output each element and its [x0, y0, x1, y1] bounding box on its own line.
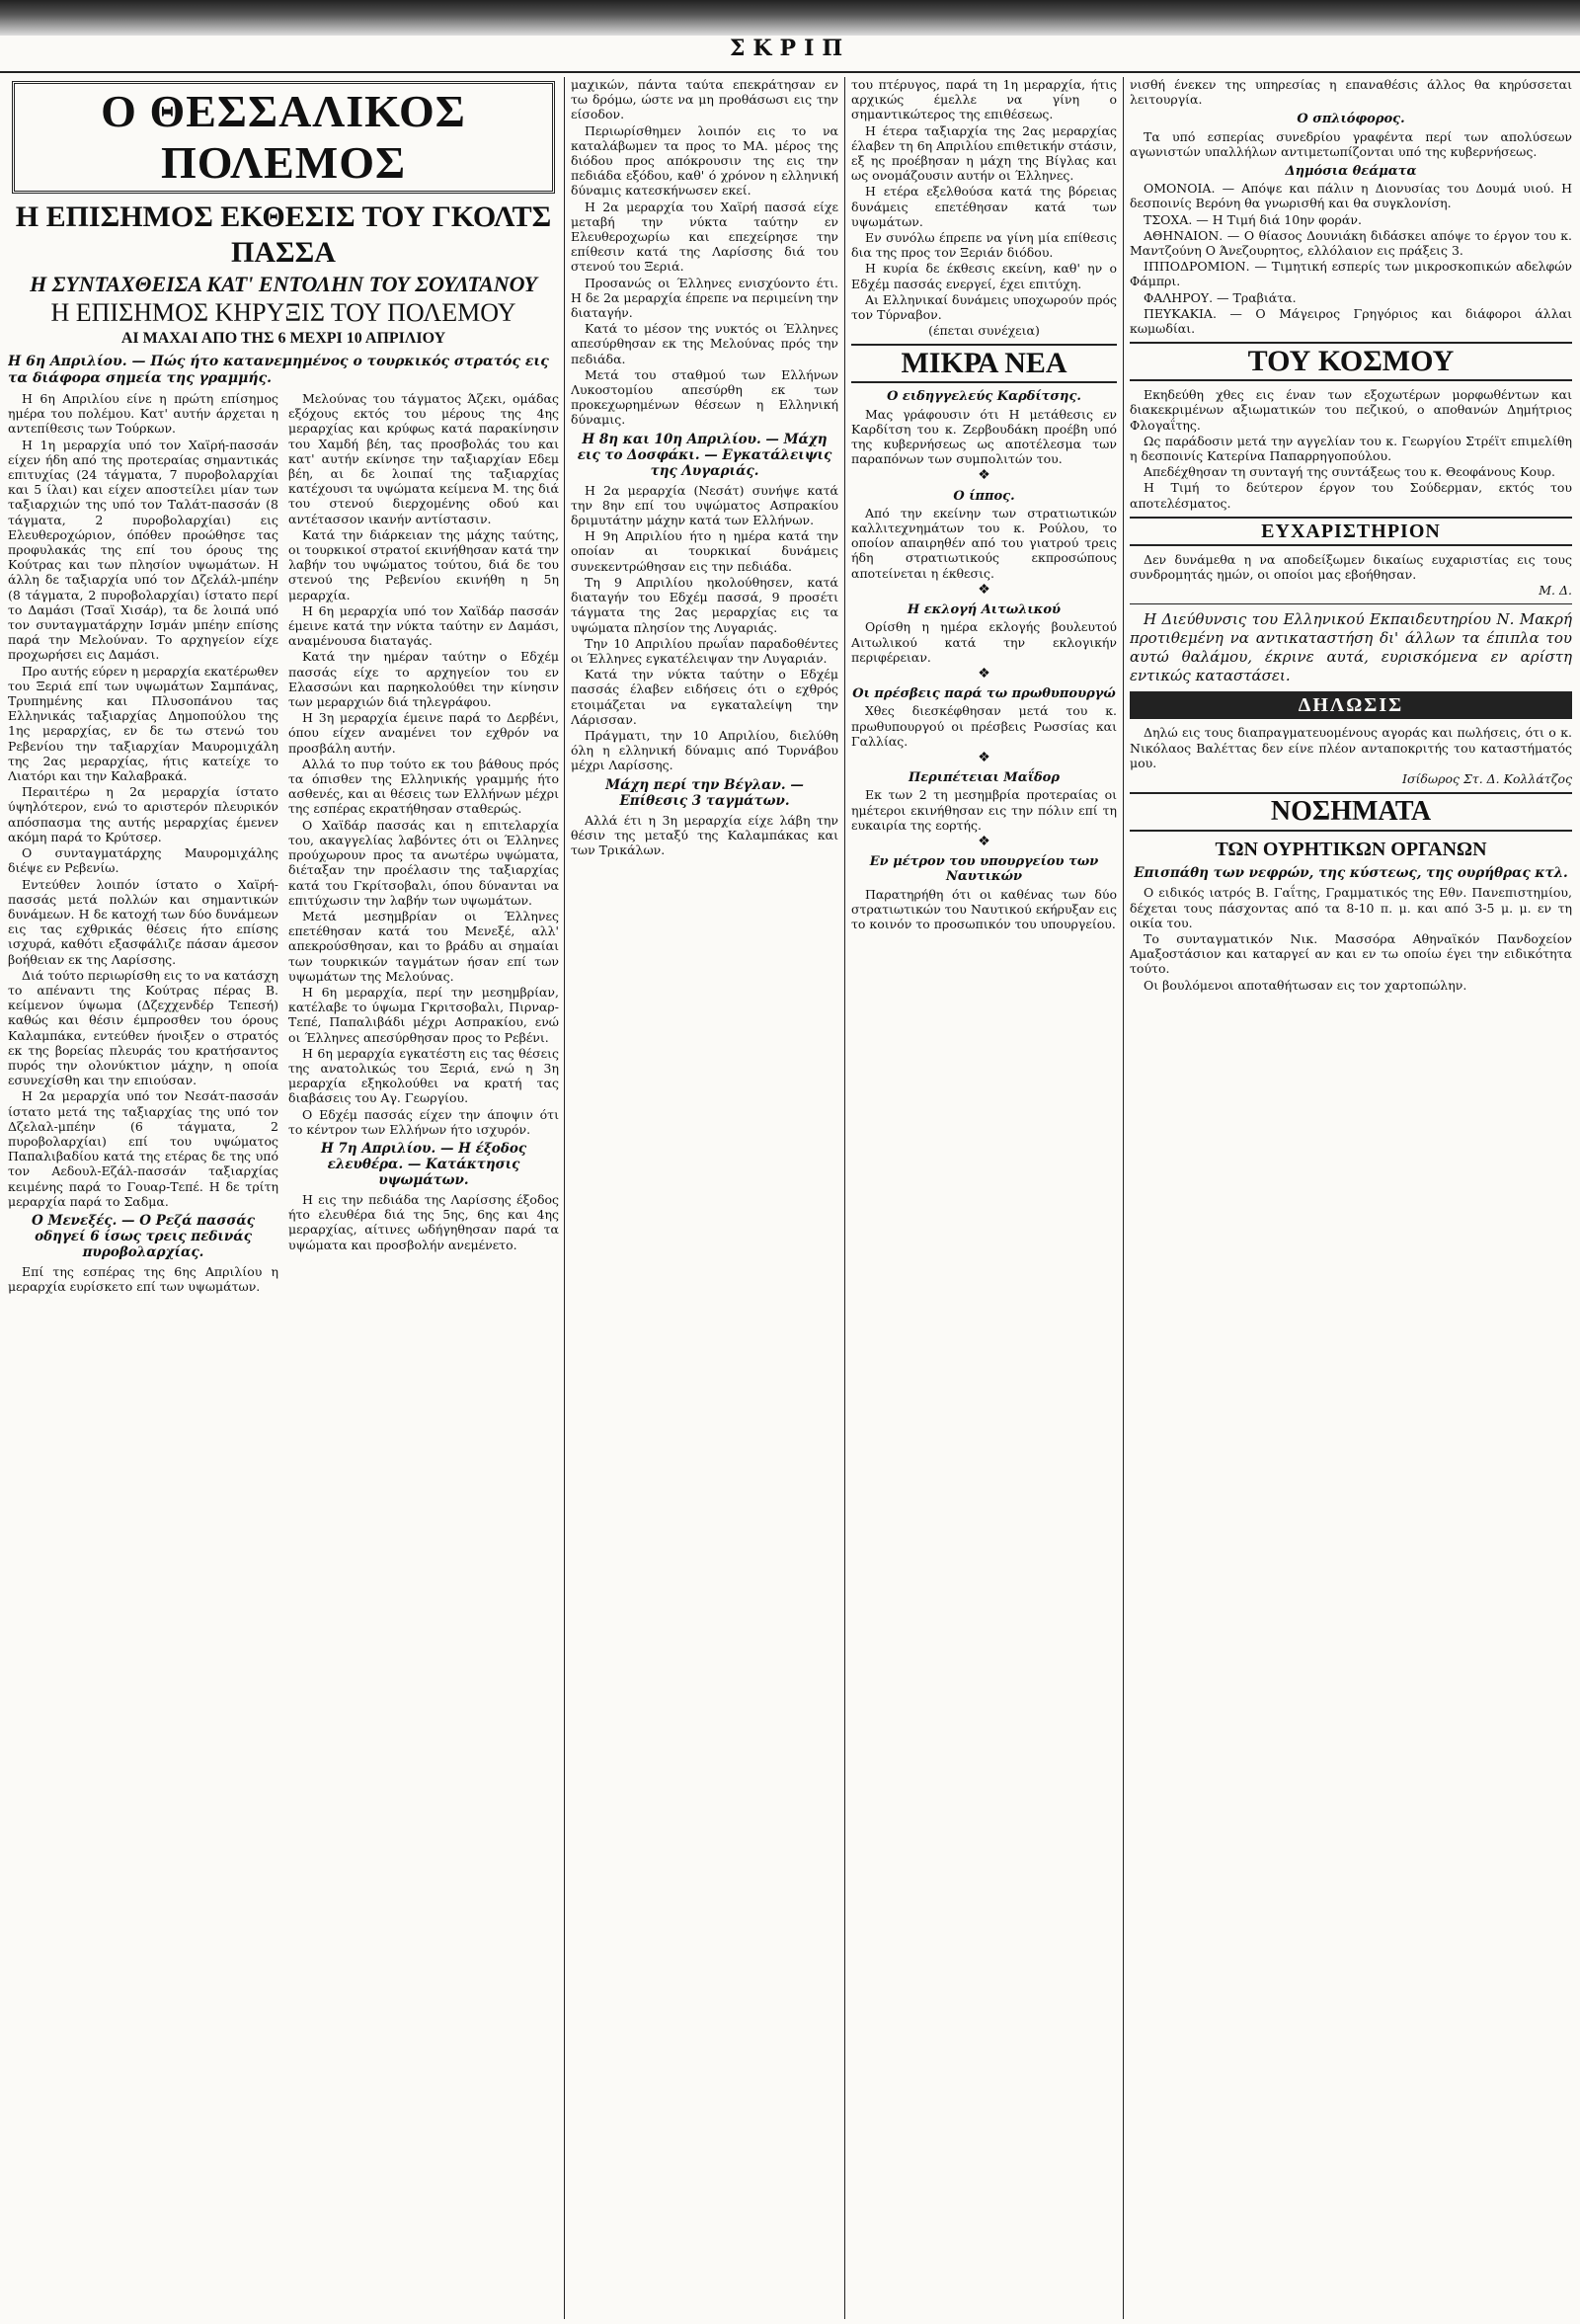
- article-subtitle-1: Η ΕΠΙΣΗΜΟΣ ΕΚΘΕΣΙΣ ΤΟΥ ΓΚΟΛΤΣ ΠΑΣΣΑ: [15, 200, 552, 269]
- paragraph: Πράγματι, την 10 Απριλίου, διελύθη όλη η ελληνική δύναμις από Τυρνάβου μέχρι Λαρίσσης.: [571, 727, 838, 773]
- paragraph: Η 6η μεραρχία εγκατέστη εις τας θέσεις της ανατολικώς του Ξεριά, ενώ η 3η μεραρχία εξηκολούθει να κρατή τας διαβάσεις του Αγ. Γεωργίου.: [288, 1045, 559, 1106]
- paragraph: Η 1η μεραρχία υπό τον Χαϊρή-πασσάν είχεν ήδη από της προτεραίας σημαντικάς επιτυχίας (24 τάγματα, 7 πυροβολαρχίαι και 5 ίλαι) και είχεν αποστείλει μίαν των ταξιαρχιών της υπό τον Ταλάτ-πασσάν (8 τάγματα, 2 πυροβολαρχίαι) εις Ελευθεροχώριον, όπόθεν προώθησε τας προφυλακάς της επί του όρους της Κούτρας και των πλησίον υψωμάτων. Η άλλη δε ταξιαρχία υπό τον Δζελάλ-μπέην (8 τάγματα, 2 πυροβολαρχίαι) ίστατο περί το Δαμάσι (Τσαϊ Χισάρ), τα δε λοιπά υπό τον συνταγματάρχην Ισμάν μπέην επίσης παρά την Μελούναν. Το αρχηγείον είχε προχωρήσει εις Δαμάσι.: [8, 437, 278, 663]
- column-rule: [844, 77, 845, 2319]
- column-3: [571, 77, 838, 2317]
- paragraph: Η 2α μεραρχία του Χαϊρή πασσά είχε μεταβή την νύκτα ταύτην εν Ελευθεροχωρίω και επεχείρησε την επίθεσιν κατά της Λαρίσσης διά του στενού του Ξεριά.: [571, 199, 838, 275]
- divider: [1130, 603, 1572, 604]
- paragraph: Η 2α μεραρχία υπό τον Νεσάτ-πασσάν ίστατο μετά της ταξιαρχίας της υπό τον Δζελαλ-μπέην (6 τάγματα, 2 πυροβολαρχίαι) επί του υψώματος Παπαλιβαδίου κατά της ετέρας δε της υπό τον Αεδουλ-Εζάλ-πασσάν ταξιαρχίας κειμένης παρά το Γουαρ-Τεπέ. Η δε τρίτη μεραρχία παρά το Σαδμα.: [8, 1088, 278, 1209]
- paragraph: Το συνταγματικόν Νικ. Μασσόρα Αθηναϊκόν Πανδοχείον Αμαξοστάσιον και καταργεί αν και εν τω οποίω έγει την ειδικότητα τούτο.: [1130, 930, 1572, 977]
- ornament-icon: ❖: [978, 665, 990, 681]
- paragraph: Η έτερα ταξιαρχία της 2ας μεραρχίας έλαβεν τη 6η Απριλίου επιθετικήν στάσιν, εξ ης προέβησαν η μάχη της Βίγλας και ως ονομάζουσιν αυτήν οι Έλληνες.: [851, 122, 1117, 184]
- article-subhead: Η 7η Απριλίου. — Η έξοδος ελευθέρα. — Κατάκτησις υψωμάτων.: [320, 1140, 527, 1188]
- paragraph: Ο Χαϊδάρ πασσάς και η επιτελαρχία του, ακαγγελίας λαβόντες ότι οι Έλληνες προύχωρουν προς τα ανωτέρω υψώματα, διέταξαν την προέλασιν της ταξιαρχίας κατά του Γκρίτσοβαλι, όπου δύνανται να επιτύχωσιν την λαβήν των υψωμάτων.: [288, 817, 559, 908]
- paragraph: Η κυρία δε έκθεσις εκείνη, καθ' ην ο Εδχέμ πασσάς ενεργεί, έχει επιτύχη.: [851, 261, 1117, 291]
- paragraph: Εντεύθεν λοιπόν ίστατο ο Χαϊρή-πασσάς μετά πολλών και σημαντικών δυνάμεων. Η δε κατοχή των δύο δυνάμεων εις τας εχθρικάς θέσεις ήτο επίσης ισχυρά, καθότι εξασφάλιζε πάσαν άμεσον βοήθειαν εκ της Λαρίσσης.: [8, 876, 278, 967]
- paragraph: Μετά μεσημβρίαν οι Έλληνες επετέθησαν κατά του Μενεξέ, αλλ' απεκρούσθησαν, και το βράδυ αι σημαίαι των τουρκικών ταγμάτων ήσαν επί των υψωμάτων της Μελούνας.: [288, 908, 559, 984]
- signature: Μ. Δ.: [1539, 583, 1572, 599]
- news-item-head: Εν μέτρον του υπουργείου των Ναυτικών: [869, 854, 1099, 885]
- paragraph: Περαιτέρω η 2α μεραρχία ίστατο ύψηλότερον, ενώ το αριστερόν πλευρικόν απόσπασμα της αυτής μεραρχίας έμενεν ακόμη παρά το Κρύτσερ.: [8, 784, 278, 844]
- theatre-listing: ΑΘΗΝΑΙΟΝ. — Ο θίασος Δουνιάκη διδάσκει απόψε το έργον του κ. Μαντζούνη Ο Άνεζουρητος, ελλόλαιον εις πράξεις 3.: [1130, 227, 1572, 259]
- column-4: [851, 77, 1117, 2317]
- paragraph: Εν συνόλω έπρεπε να γίνη μία επίθεσις δια της προς τον Ξεριάν διόδου.: [851, 230, 1117, 261]
- ornament-icon: ❖: [978, 581, 990, 598]
- news-item-text: Μας γράφουσιν ότι Η μετάθεσις εν Καρδίτση του κ. Ζερβουδάκη προέβη υπό της κυβερνήσεως ως αποτέλεσμα των παραπόνων των συμπολιτών του.: [851, 406, 1117, 467]
- article-body: [8, 391, 559, 1295]
- mikra-nea-title: ΜΙΚΡΑ ΝΕΑ: [851, 344, 1117, 383]
- paragraph: Ως παράδοσιν μετά την αγγελίαν του κ. Γεωργίου Στρέϊτ επιμελίθη η δεσποινίς Κατερίνα Παπαρρηγοπούλου.: [1130, 433, 1572, 464]
- article-subtitle-3: Η ΕΠΙΣΗΜΟΣ ΚΗΡΥΞΙΣ ΤΟΥ ΠΟΛΕΜΟΥ: [50, 298, 516, 327]
- paragraph: Την 10 Απριλίου πρωΐαν παραδοθέντες οι Έλληνες εγκατέλειψαν την Λυγαριάν.: [571, 635, 838, 666]
- column-subhead: Η 8η και 10η Απριλίου. — Μάχη εις το Δοσφάκι. — Εγκατάλειψις της Λυγαριάς.: [577, 431, 832, 479]
- paragraph: του πτέρυγος, παρά τη 1η μεραρχία, ήτις αρχικώς έμελλε να γίνη ο σημαντικώτερος της επιθέσεως.: [851, 77, 1117, 122]
- news-item-text: Ορίσθη η ημέρα εκλογής βουλευτού Αιτωλικού κατά την εκλογικήν περιφέρειαν.: [851, 619, 1117, 665]
- article-subtitle-4: ΑΙ ΜΑΧΑΙ ΑΠΟ ΤΗΣ 6 ΜΕΧΡΙ 10 ΑΠΡΙΛΙΟΥ: [120, 330, 446, 347]
- paragraph: Ο ειδικός ιατρός Β. Γαΐτης, Γραμματικός της Εθν. Πανεπιστημίου, δέχεται τους πάσχοντας από τα 8-10 π. μ. και από 3-5 μ. μ. εν τη οικία του.: [1130, 885, 1572, 930]
- article-lead-in: Η 6η Απριλίου. — Πώς ήτο κατανεμημένος ο τουρκικός στρατός εις τα διάφορα σημεία της γραμμής.: [8, 354, 549, 386]
- paragraph: Απεδέχθησαν τη συνταγή της συντάξεως του κ. Θεοφάνους Κουρ.: [1144, 464, 1555, 480]
- paragraph: Τη 9 Απριλίου ηκολούθησεν, κατά διαταγήν του Εδχέμ πασσά, 9 προσέτι τάγματα της 2ας μεραρχίας εις τα υψώματα πλησίον της Λυγαριάς.: [571, 574, 838, 635]
- masthead-strip: [0, 0, 1580, 36]
- paragraph: Κατά το μέσον της νυκτός οι Έλληνες απεσύρθησαν εκ της Μελούνας πρός την πεδιάδα.: [571, 321, 838, 366]
- paragraph: Προ αυτής εύρεν η μεραρχία εκατέρωθεν του Ξεριά επί των υψωμάτων Σαμπάνας, Τρυπημένης και Πλυσοπάνου τας Ελληνικάς ταξιαρχίας Δημοπούλου της 1ης μεραρχίας, εν δε τω στενώ του Ρεβενίου την ταξιαρχίαν Μαυρομιχάλη της 2ας μεραρχίας, ήτις κατείχε το Λιατόρι και την Καλαβρακά.: [8, 663, 278, 784]
- article-column-right: [288, 391, 559, 1295]
- article-column-left: [8, 391, 278, 1295]
- paragraph: Η 9η Απριλίου ήτο η ημέρα κατά την οποίαν αι τουρκικαί δυνάμεις συνεκεντρώθησαν εις την πεδιάδα.: [571, 528, 838, 574]
- ornament-icon: ❖: [978, 833, 990, 849]
- paragraph: Κατά την διάρκειαν της μάχης ταύτης, οι τουρκικοί στρατοί εκινήθησαν κατά την λαβήν του υψώματος τούτου, διά δε του στενού της Ρεβενίου εκινήθη η 5η μεραρχία.: [288, 526, 559, 602]
- article-title: Ο ΘΕΣΣΑΛΙΚΟΣ ΠΟΛΕΜΟΣ: [12, 81, 555, 194]
- nosimata-lead: Επισπάθη των νεφρών, της κύστεως, της ουρήθρας κτλ.: [1134, 865, 1568, 882]
- news-item-text: Από την εκείνην των στρατιωτικών καλλιτεχνημάτων του κ. Ρούλου, το οποίον απαιρηθέν από του γιατρού τρεις ήδη στρατιωτικούς εκπροσώπους αποτείνεται η έκθεσις.: [851, 505, 1117, 581]
- news-item-text: Παρατηρήθη ότι οι καθένας των δύο στρατιωτικών του Ναυτικού εκήρυξαν εις το κοινόν το προσωπικόν του υπουργείου.: [851, 886, 1117, 931]
- signature: Ισίδωρος Στ. Δ. Κολλάτζος: [1402, 771, 1572, 787]
- article-subtitle-2: Η ΣΥΝΤΑΧΘΕΙΣΑ ΚΑΤ' ΕΝΤΟΛΗΝ ΤΟΥ ΣΟΥΛΤΑΝΟΥ: [30, 272, 537, 296]
- paragraph: Εκηδεύθη χθες εις έναν των εξοχωτέρων μορφωθέντων και διακεκριμένων αξιωματικών του πεζικού, ο αποθανών Δημήτριος Φλογαΐτης.: [1130, 387, 1572, 433]
- article-subhead: Ο Μενεξές. — Ο Ρεζά πασσάς οδηγεί 6 ίσως τρεις πεδινάς πυροβολαρχίας.: [32, 1212, 255, 1260]
- ornament-icon: ❖: [978, 467, 990, 484]
- theatre-listing: ΙΠΠΟΔΡΟΜΙΟΝ. — Τιμητική εσπερίς των μικροσκοπικών αδελφών Φάμπρι.: [1130, 259, 1572, 289]
- theatres-head: Δημόσια θεάματα: [1285, 164, 1417, 180]
- header-rule: [0, 71, 1580, 73]
- paragraph: Η 6η μεραρχία, περί την μεσημβρίαν, κατέλαβε το ύψωμα Γκριτσοβαλι, Πιρναρ-Τεπέ, Παπαλιβάδι μέχρι Ασπρακίου, ενώ οι Έλληνες απεσύρθησαν προς το Ρεβένι.: [288, 984, 559, 1045]
- nosimata-title: ΝΟΣΗΜΑΤΑ: [1130, 792, 1572, 832]
- paragraph: Δηλώ εις τους διαπραγματευομένους αγοράς και πωλήσεις, ότι ο κ. Νικόλαος Βαλέττας δεν είνε πλέον ανταποκριτής του καταστήματός μου.: [1130, 725, 1572, 770]
- news-item-head: Οι πρέσβεις παρά τω πρωθυπουργώ: [852, 686, 1116, 702]
- column-5: [1130, 77, 1572, 2317]
- paragraph: Αι Ελληνικαί δυνάμεις υποχωρούν πρός τον Τύρναβον.: [851, 291, 1117, 323]
- paragraph: Μετά του σταθμού των Ελλήνων Λυκοστομίου απεσύρθη εκ των προκεχωρημένων θέσεων η Ελληνική δύναμις.: [571, 366, 838, 428]
- ornament-icon: ❖: [978, 749, 990, 765]
- theatre-listing: ΟΜΟΝΟΙΑ. — Απόψε και πάλιν η Διονυσίας του Δουμά υιού. Η δεσποινίς Βερόνη θα γνωρισθή και θα συγκλονίση.: [1130, 181, 1572, 211]
- continued-note: (έπεται συνέχεια): [928, 323, 1040, 339]
- paragraph: νισθή ένεκεν της υπηρεσίας η επαναθέσις άλλος θα κηρύσσεται λειτουργία.: [1130, 77, 1572, 108]
- news-item-head: Ο ειδηγγελεύς Καρδίτσης.: [887, 389, 1081, 405]
- paragraph: Διά τούτο περιωρίσθη εις το να κατάσχη το απέναντι της Κούτρας πέρας Β. κείμενον ύψωμα (Δζεχχενδέρ Τεπεσή) καθώς και θέσιν έμπροσθεν του όρους Καλαμπάκα, εντεύθεν ήνοιξεν ο στρατός εκ της βορείας πλευράς του κρατήσαντος πυρός την ολονύκτιον μάχην, η οποία εσυνεχίσθη και την επιούσαν.: [8, 967, 278, 1088]
- theatre-listing: ΦΑΛΗΡΟΥ. — Τραβιάτα.: [1144, 289, 1297, 305]
- paragraph: Αλλά το πυρ τούτο εκ του βάθους πρός τα όπισθεν της Ελληνικής γραμμής ήτο ασθενές, και αι θέσεις των Ελλήνων μέχρι της εσπέρας εκρατήθησαν σταθερώς.: [288, 756, 559, 817]
- paragraph: Αλλά έτι η 3η μεραρχία είχε λάβη την θέσιν της μεταξύ της Καλαμπάκας και των Τρικάλων.: [571, 812, 838, 857]
- paragraph: Η 3η μεραρχία έμεινε παρά το Δερβένι, όπου είχεν αναμένει τον εχθρόν να προσβάλη αυτήν.: [288, 710, 559, 756]
- news-item-text: Εκ των 2 τη μεσημβρία προτεραίας οι ημέτεροι εκινήθησαν εις την πόλιν επί τη ευκαιρία της εορτής.: [851, 787, 1117, 833]
- eucharistirion-title: ΕΥΧΑΡΙΣΤΗΡΙΟΝ: [1130, 517, 1572, 546]
- tou-kosmou-title: ΤΟΥ ΚΟΣΜΟΥ: [1130, 342, 1572, 381]
- paragraph: Η Τιμή το δεύτερον έργον του Σούδερμαν, εκτός του αποτελέσματος.: [1130, 480, 1572, 511]
- paragraph: Ο συνταγματάρχης Μαυρομιχάλης διέψε εν Ρεβενίω.: [8, 845, 278, 876]
- lead-article: [8, 77, 559, 2317]
- notice-text: Η Διεύθυνσις του Ελληνικού Εκπαιδευτηρίου Ν. Μακρή προτιθεμένη να αντικαταστήση δι' άλλων τα έπιπλα του αυτώ θαλάμου, έκρινε αυτά, ευρισκόμενα εν αρίστη εντικώς καταστάσει.: [1130, 610, 1572, 685]
- paragraph: Προσανώς οι Έλληνες ενισχύοντο έτι. Η δε 2α μεραρχία έπρεπε να περιμείνη την διαταγήν.: [571, 275, 838, 321]
- paragraph: Ο Εδχέμ πασσάς είχεν την άποψιν ότι το κέντρον των Ελλήνων ήτο ισχυρόν.: [288, 1106, 559, 1137]
- nosimata-subtitle: ΤΩΝ ΟΥΡΗΤΙΚΩΝ ΟΡΓΑΝΩΝ: [1215, 839, 1487, 861]
- paragraph: Η εις την πεδιάδα της Λαρίσσης έξοδος ήτο ελευθέρα διά της 5ης, 6ης και 4ης μεραρχίας, αίτινες ωδήγηθησαν παρά τα υψώματα και προσβολήν ανεμένετο.: [288, 1191, 559, 1252]
- news-item-head: Ο σπλιόφορος.: [1297, 112, 1405, 127]
- paragraph: Περιωρίσθημεν λοιπόν εις το να καταλάβωμεν τα προς το ΜΑ. μέρος της διόδου προς απόκρουσιν της εις την πεδιάδα εξόδου, καθ' ό χρόνον η ελληνική δύναμις κατεσκήνωσεν εκεί.: [571, 122, 838, 199]
- paragraph: Κατά την νύκτα ταύτην ο Εδχέμ πασσάς έλαβεν ειδήσεις ότι ο εχθρός ετοιμάζεται να εγκαταλείψη την Λάρισσαν.: [571, 667, 838, 727]
- paragraph: Η ετέρα εξελθούσα κατά της βόρειας δυνάμεις επετέθησαν κατά των υψωμάτων.: [851, 184, 1117, 229]
- theatre-listing: ΤΣΟΧΑ. — Η Τιμή διά 10ην φοράν.: [1144, 211, 1362, 227]
- news-item-head: Η εκλογή Αιτωλικού: [907, 602, 1062, 618]
- paragraph: Μελούνας του τάγματος Άζεκι, ομάδας εξόχους εκτός του μέρους της 4ης μεραρχίας και κρύφως κατά παρακίνησιν του Χαμδή βέη, τας προσβολάς του και κατ' αυτήν εκίνησε την ταξιαρχίαν Εδεμ βέη, αι δε λοιπαί της ταξιαρχίας κατέχουσι τα υψώματα κείμενα Μ. της διά του στενού διερχομένης οδού και αντέτασσον ικανήν αντίστασιν.: [288, 391, 559, 526]
- theatre-listing: ΠΕΥΚΑΚΙΑ. — Ο Μάγειρος Γρηγόριος και διάφοροι άλλαι κωμωδίαι.: [1130, 305, 1572, 337]
- paragraph: Επί της εσπέρας της 6ης Απριλίου η μεραρχία ευρίσκετο επί των υψωμάτων.: [8, 1263, 278, 1295]
- news-item-text: Χθες διεσκέφθησαν μετά του κ. πρωθυπουργού οι πρέσβεις Ρωσσίας και Γαλλίας.: [851, 703, 1117, 749]
- paragraph: Οι βουλόμενοι αποταθήτωσαν εις τον χαρτοπώλην.: [1144, 977, 1467, 993]
- masthead-name: ΣΚΡΙΠ: [729, 36, 851, 61]
- paragraph: Η 6η Απριλίου είνε η πρώτη επίσημος ημέρα του πολέμου. Κατ' αυτήν άρχεται η αντεπίθεσις των Τούρκων.: [8, 391, 278, 437]
- paragraph: Κατά την ημέραν ταύτην ο Εδχέμ πασσάς είχε το αρχηγείον του εν Ελασσώνι και παρηκολούθει την κίνησιν των μεραρχιών διά τηλεγράφου.: [288, 649, 559, 710]
- dilosis-title: ΔΗΛΩΣΙΣ: [1130, 691, 1572, 719]
- column-subhead: Μάχη περί την Βέγλαν. — Επίθεσις 3 ταγμάτων.: [605, 776, 804, 809]
- column-rule: [1123, 77, 1124, 2319]
- paragraph: Η 6η μεραρχία υπό τον Χαϊδάρ πασσάν έμεινε κατά την νύκτα ταύτην εν Δαμάσι, αναμένουσα διαταγάς.: [288, 602, 559, 649]
- paragraph: Τα υπό εσπερίας συνεδρίου γραφέντα περί των απολύσεων αγωνιστών υπαλλήλων αντιμετωπίζονται υπό της κυβερνήσεως.: [1130, 128, 1572, 159]
- news-item-head: Ο ίππος.: [953, 488, 1015, 504]
- paragraph: μαχικών, πάντα ταύτα επεκράτησαν εν τω δρόμω, ώστε να μη προθάσωσι εις την είσοδον.: [571, 77, 838, 122]
- paragraph: Δεν δυνάμεθα η να αποδείξωμεν δικαίως ευχαριστίας εις τους συνδρομητάς ημών, οι οποίοι μας εβοήθησαν.: [1130, 551, 1572, 583]
- paragraph: Η 2α μεραρχία (Νεσάτ) συνήψε κατά την 8ην επί του υψώματος Ασπρακίου δριμυτάτην μάχην κατά των Ελλήνων.: [571, 482, 838, 528]
- column-rule: [564, 77, 565, 2319]
- news-item-head: Περιπέτειαι Μαΐδορ: [908, 770, 1060, 786]
